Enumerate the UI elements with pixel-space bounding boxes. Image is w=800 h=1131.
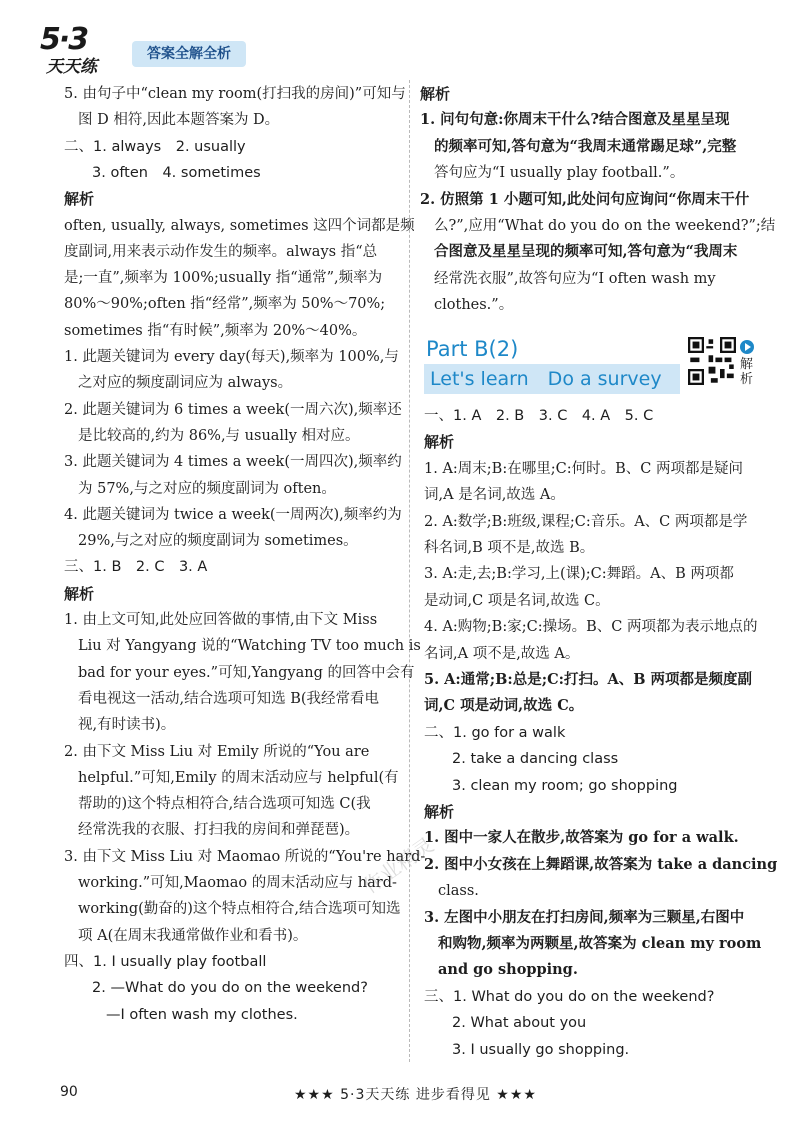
text-line: 合图意及星星呈现的频率可知,答句意为“我周末 [434,243,738,261]
text-line: 3. 此题关键词为 4 times a week(一周四次),频率约 [64,454,402,471]
text-line: 之对应的频度副词应为 always。 [78,375,293,392]
text-line: 和购物,频率为两颗星,故答案为 clean my room [438,935,762,952]
text-line: 经常洗衣服”,故答句应为“I often wash my [434,270,716,287]
text-line: 1. A:周末;B:在哪里;C:何时。B、C 两项都是疑问 [424,460,743,477]
qr-label: 解析 [740,357,754,387]
text-line: 是动词,C 项是名词,故选 C。 [424,592,610,609]
play-icon[interactable] [740,340,754,354]
text-line: 5. A:通常;B:总是;C:打扫。A、B 两项都是频度副 [424,671,753,688]
text-line: 是;一直”,频率为 100%;usually 指“通常”,频率为 [64,270,383,287]
text-line: 四、1. I usually play football [64,953,267,970]
text-line: 科名词,B 项不是,故选 B。 [424,540,595,556]
text-line: 2. What about you [452,1015,587,1032]
text-line: 3. A:走,去;B:学习,上(课);C:舞蹈。A、B 两项都 [424,566,734,583]
text-line: 2. 由下文 Miss Liu 对 Emily 所说的“You are [64,743,370,760]
text-line: 1. 由上文可知,此处应回答做的事情,由下文 Miss [64,612,378,628]
text-line: —I often wash my clothes. [106,1006,298,1023]
part-subtitle: Let's learn Do a survey [424,364,680,394]
section-heading: 解析 [420,85,451,103]
text-line: 词,C 项是动词,故选 C。 [424,697,584,715]
text-line: 看电视这一活动,结合选项可知选 B(我经常看电 [78,690,380,707]
text-line: class. [438,883,479,900]
text-line: 3. clean my room; go shopping [452,777,678,794]
footer-slogan: ★★★ 5·3天天练 进步看得见 ★★★ [294,1087,537,1103]
text-line: 度副词,用来表示动作发生的频率。always 指“总 [64,243,378,260]
text-line: 1. 图中一家人在散步,故答案为 go for a walk. [424,829,739,847]
text-line: 名词,A 项不是,故选 A。 [424,645,580,662]
text-line: often, usually, always, sometimes 这四个词都是频 [64,217,415,234]
text-line: 三、1. B 2. C 3. A [64,559,208,576]
text-line: 3. often 4. sometimes [92,164,261,181]
part-title: Part B(2) [426,337,519,361]
qr-code-icon[interactable] [688,337,736,385]
text-line: 三、1. What do you do on the weekend? [424,988,715,1005]
text-line: Liu 对 Yangyang 说的“Watching TV too much is [78,638,421,655]
text-line: 3. 左图中小朋友在打扫房间,频率为三颗星,右图中 [424,908,745,926]
text-line: 项 A(在周末我通常做作业和看书)。 [78,927,308,944]
text-line: 3. I usually go shopping. [452,1041,630,1058]
text-line: clothes.”。 [434,297,514,314]
section-heading: 解析 [64,190,95,209]
answer-badge: 答案全解全析 [132,41,246,67]
text-line: 2. —What do you do on the weekend? [92,980,368,997]
text-line: and go shopping. [438,961,578,979]
text-line: 么?”,应用“What do you do on the weekend?”;结 [434,218,776,234]
page-number: 90 [60,1084,78,1100]
logo-number: 5·3 [40,22,88,57]
text-line: 是比较高的,约为 86%,与 usually 相对应。 [78,427,360,444]
text-line: 2. take a dancing class [452,751,619,768]
text-line: working(勤奋的)这个特点相符合,结合选项可知选 [78,901,401,918]
text-line: 80%～90%;often 指“经常”,频率为 50%～70%; [64,296,386,313]
text-line: 1. 此题关键词为 every day(每天),频率为 100%,与 [64,349,399,365]
text-line: helpful.”可知,Emily 的周末活动应与 helpful(有 [78,769,399,786]
text-line: 的频率可知,答句意为“我周末通常踢足球”,完整 [434,137,737,155]
text-line: 一、1. A 2. B 3. C 4. A 5. C [424,408,654,424]
text-line: working.”可知,Maomao 的周末活动应与 hard- [78,875,397,891]
text-line: 1. 问句句意:你周末干什么?结合图意及星星呈现 [420,111,730,129]
text-line: sometimes 指“有时候”,频率为 20%～40%。 [64,322,367,339]
watermark-stamp: 作业精灵 [358,832,439,899]
text-line: 二、1. always 2. usually [64,138,246,155]
text-line: 2. A:数学;B:班级,课程;C:音乐。A、C 两项都是学 [424,513,748,530]
text-line: 4. 此题关键词为 twice a week(一周两次),频率约为 [64,506,402,523]
text-line: 二、1. go for a walk [424,724,566,741]
section-heading: 解析 [64,584,95,603]
text-line: 3. 由下文 Miss Liu 对 Maomao 所说的“You're hard- [64,848,426,865]
text-line: 4. A:购物;B:家;C:操场。B、C 两项都为表示地点的 [424,619,758,636]
text-line: 帮助的)这个特点相符合,结合选项可知选 C(我 [78,796,371,813]
text-line: 2. 图中小女孩在上舞蹈课,故答案为 take a dancing [424,855,778,873]
section-heading: 解析 [424,433,455,452]
text-line: 2. 此题关键词为 6 times a week(一周六次),频率还 [64,401,402,418]
text-line: 答句应为“I usually play football.”。 [434,165,685,182]
text-line: 词,A 是名词,故选 A。 [424,487,565,504]
text-line: 2. 仿照第 1 小题可知,此处问句应询问“你周末干什 [420,190,750,208]
brand-logo [40,22,130,77]
text-line: bad for your eyes.”可知,Yangyang 的回答中会有 [78,664,415,681]
text-line: 5. 由句子中“clean my room(打扫我的房间)”可知与 [64,86,406,102]
logo-text: 天天练 [46,57,97,77]
section-heading: 解析 [424,803,455,821]
text-line: 图 D 相符,因此本题答案为 D。 [78,112,280,129]
text-line: 视,有时读书)。 [78,717,176,734]
text-line: 29%,与之对应的频度副词为 sometimes。 [78,533,358,550]
text-line: 经常洗我的衣服、打扫我的房间和弹琵琶)。 [78,822,360,839]
text-line: 为 57%,与之对应的频度副词为 often。 [78,480,336,497]
